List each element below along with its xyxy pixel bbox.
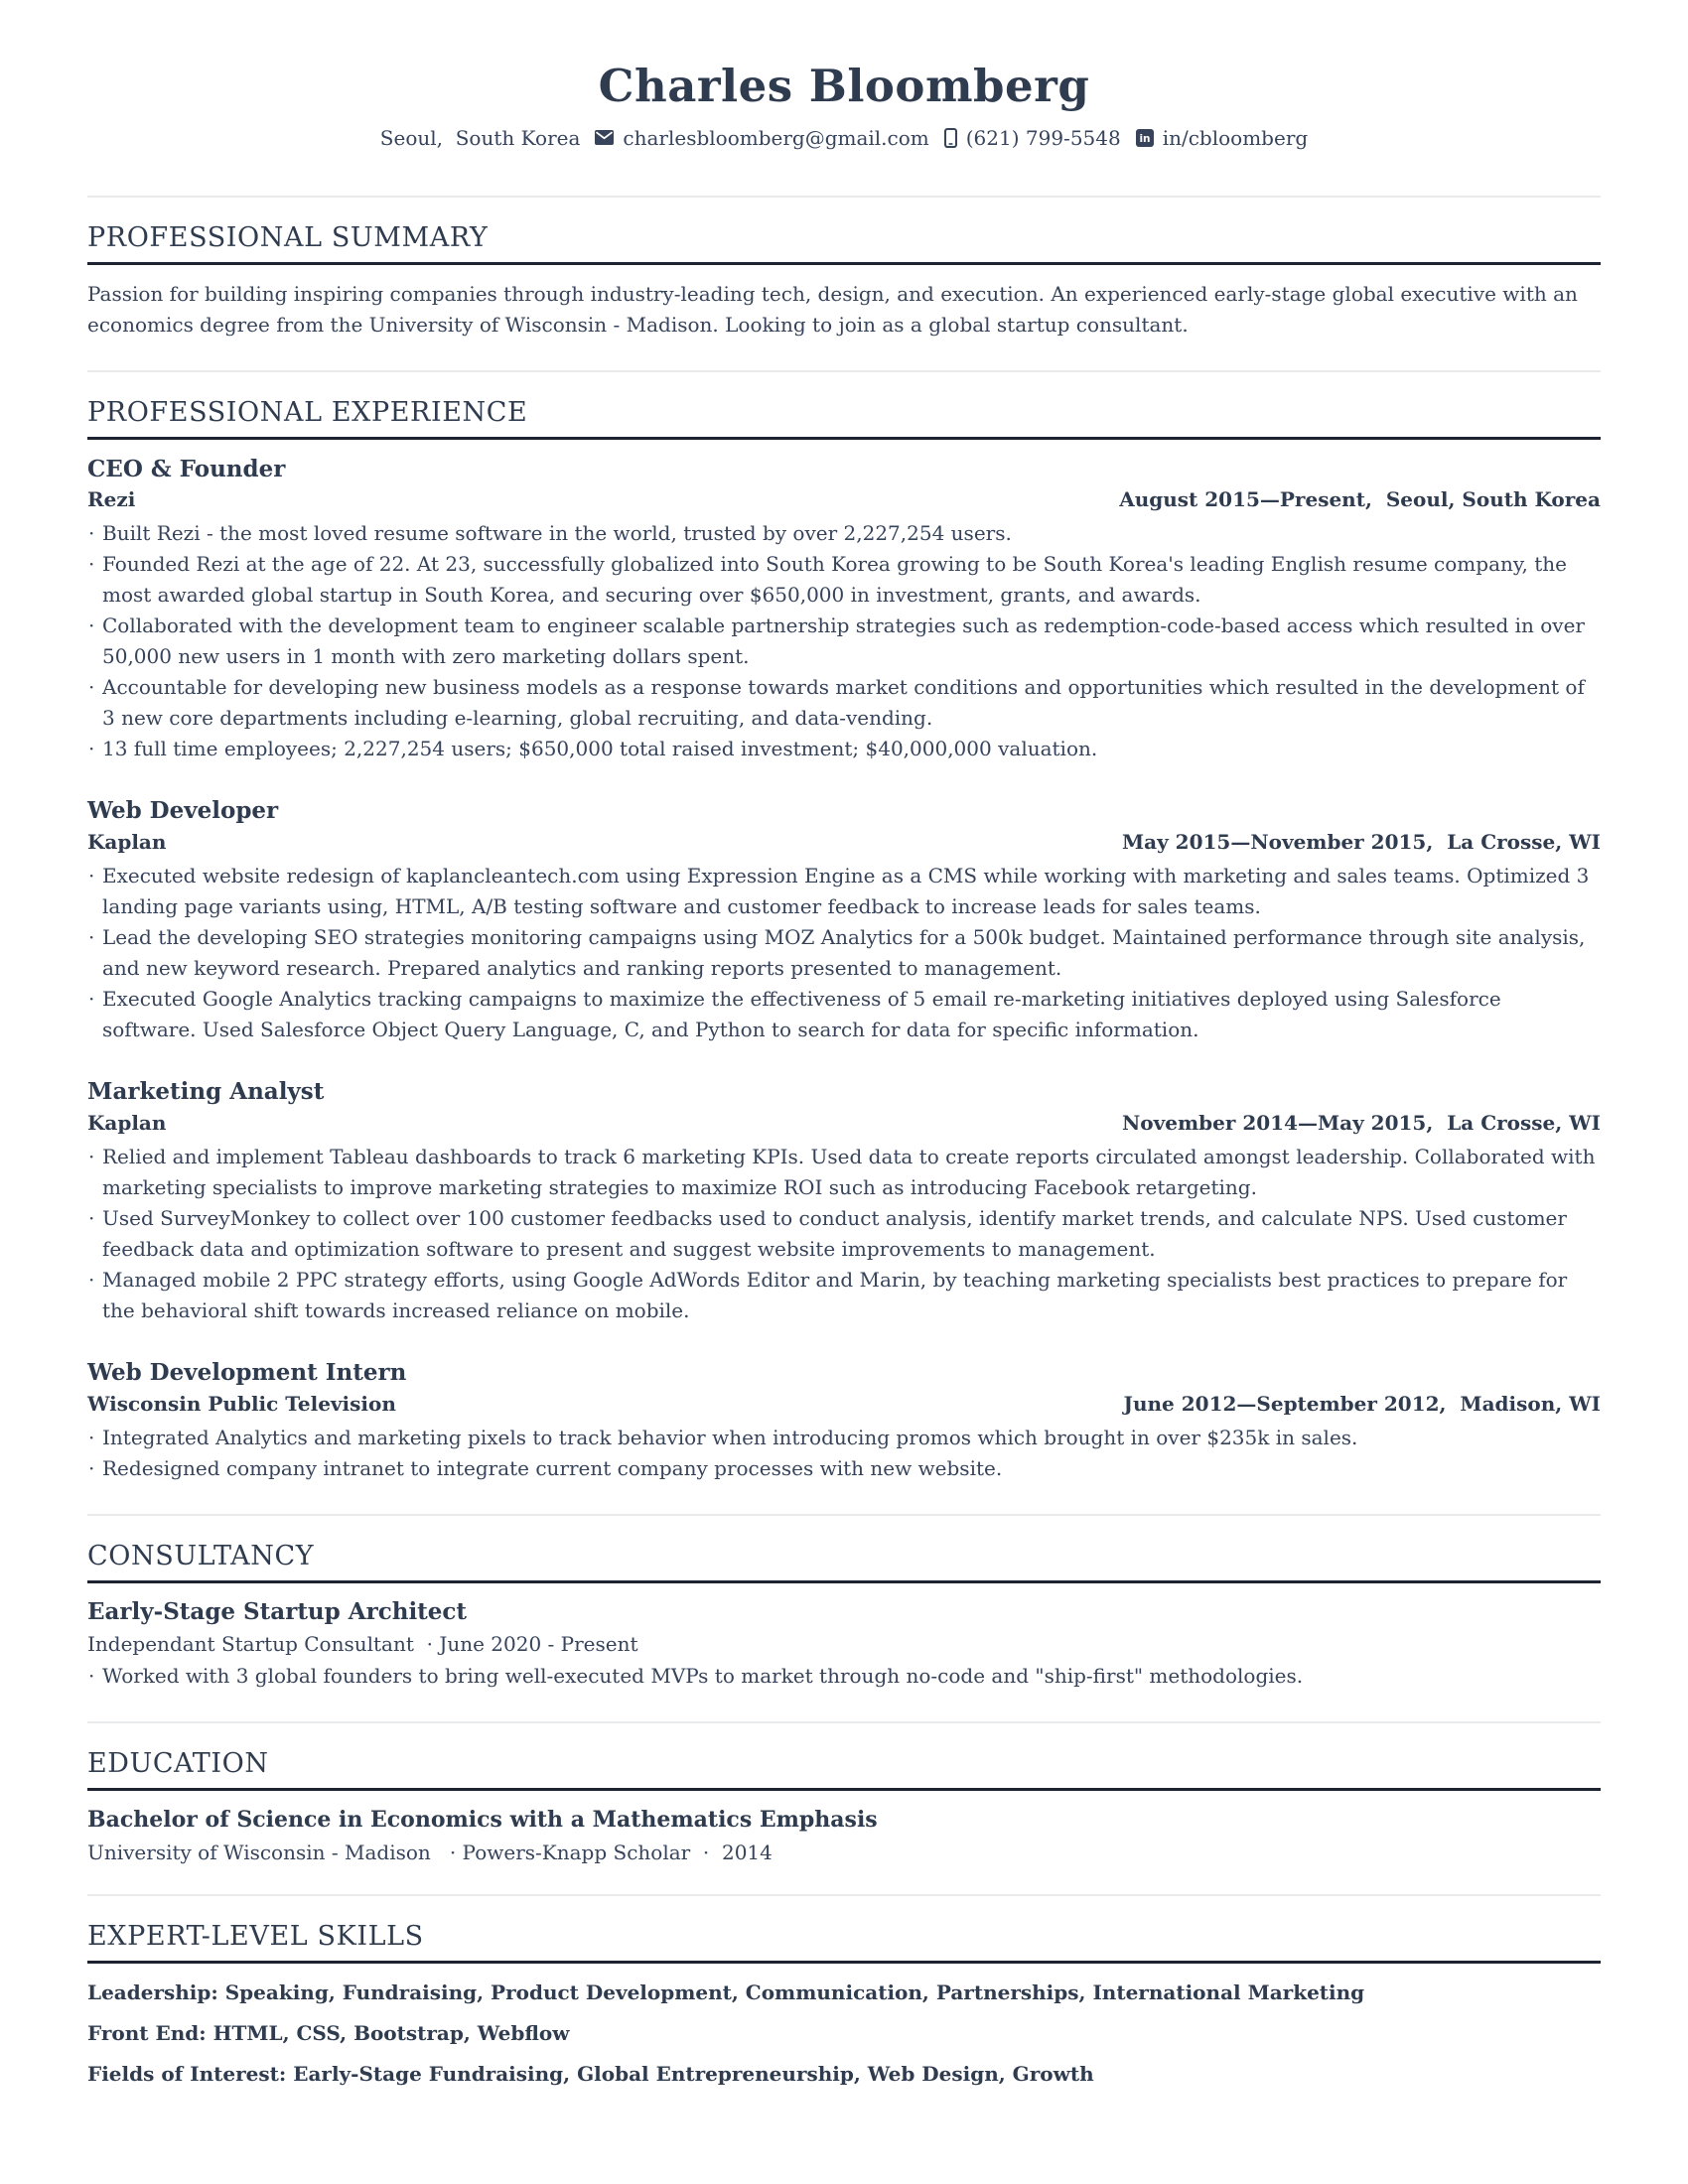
skill-line: Front End: HTML, CSS, Bootstrap, Webflow — [87, 2020, 570, 2045]
job-role: Web Developer — [87, 797, 279, 825]
linkedin-icon — [1136, 129, 1154, 147]
resume-header — [87, 62, 1601, 150]
phone-item — [944, 126, 1121, 150]
section-professional-experience — [87, 370, 1601, 1484]
job-company: Kaplan — [87, 1110, 167, 1135]
section-title-skills: EXPERT-LEVEL SKILLS — [87, 1921, 1601, 1964]
linkedin-text: in/cbloomberg — [1162, 125, 1309, 150]
job-role: Web Development Intern — [87, 1358, 407, 1386]
consultancy-bullet: · Worked with 3 global founders to bring well-executed MVPs to market through no-code and "ship-first" methodologies. — [87, 1661, 1601, 1692]
skill-line: Fields of Interest: Early-Stage Fundraising, Global Entrepreneurship, Web Design, Growth — [87, 2061, 1094, 2086]
section-consultancy — [87, 1514, 1601, 1693]
job-role: Marketing Analyst — [87, 1078, 325, 1105]
section-title-summary: PROFESSIONAL SUMMARY — [87, 222, 1601, 265]
job-company-line — [87, 1111, 1601, 1135]
job-bullets — [87, 1423, 1601, 1484]
job-dates-location: May 2015—November 2015, La Crosse, WI — [1121, 830, 1601, 854]
contact-row — [87, 126, 1601, 150]
job-entry — [87, 797, 1601, 1045]
job-dates-location: June 2012—September 2012, Madison, WI — [1123, 1391, 1601, 1416]
job-company: Kaplan — [87, 830, 167, 854]
job-bullet: · Integrated Analytics and marketing pixels to track behavior when introducing promos which brought in over $235k in sales. — [87, 1423, 1601, 1453]
job-dates-location: August 2015—Present, Seoul, South Korea — [1119, 487, 1601, 512]
location-item — [380, 126, 581, 150]
email-text: charlesbloomberg@gmail.com — [623, 125, 929, 150]
job-company-line — [87, 1392, 1601, 1416]
job-bullet: · Accountable for developing new business models as a response towards market conditions and opportunities which resulted in the development of 3 new core departments including e-learning, global recruiting, and data-vending. — [87, 672, 1601, 734]
section-professional-summary — [87, 196, 1601, 341]
education-meta: University of Wisconsin - Madison · Powers-Knapp Scholar · 2014 — [87, 1840, 773, 1864]
jobs-list — [87, 456, 1601, 1484]
summary-text: Passion for building inspiring companies through industry-leading tech, design, and execution. An experienced early-stage global executive with an economics degree from the University of Wisconsin - Madison. Looking to join as a global startup consultant. — [87, 281, 1578, 337]
job-bullets — [87, 1142, 1601, 1326]
job-company-line — [87, 830, 1601, 854]
job-bullet: · Managed mobile 2 PPC strategy efforts, using Google AdWords Editor and Marin, by teaching marketing specialists best practices to prepare for the behavioral shift towards increased reliance on mobile. — [87, 1265, 1601, 1326]
consultancy-bullets — [87, 1661, 1601, 1692]
section-title-experience: PROFESSIONAL EXPERIENCE — [87, 397, 1601, 440]
job-bullet: · Lead the developing SEO strategies monitoring campaigns using MOZ Analytics for a 500k budget. Maintained performance through site analysis, and new keyword research. Prepared analytics and ranking reports presented to management. — [87, 922, 1601, 984]
person-name: Charles Bloomberg — [598, 60, 1090, 112]
skill-line: Leadership: Speaking, Fundraising, Product Development, Communication, Partnerships, International Marketing — [87, 1979, 1365, 2004]
linkedin-item — [1136, 126, 1308, 150]
job-dates-location: November 2014—May 2015, La Crosse, WI — [1121, 1110, 1601, 1135]
section-title-consultancy: CONSULTANCY — [87, 1541, 1601, 1583]
section-divider — [87, 196, 1601, 198]
job-bullet: · Collaborated with the development team to engineer scalable partnership strategies such as redemption-code-based access which resulted in over 50,000 new users in 1 month with zero marketing dollars spent. — [87, 611, 1601, 672]
job-bullet: · Used SurveyMonkey to collect over 100 customer feedbacks used to conduct analysis, identify market trends, and calculate NPS. Used customer feedback data and optimization software to present and suggest website improvements to management. — [87, 1203, 1601, 1265]
job-company: Wisconsin Public Television — [87, 1391, 396, 1416]
job-entry — [87, 1078, 1601, 1326]
job-bullets — [87, 861, 1601, 1045]
job-bullet: · Executed website redesign of kaplancleantech.com using Expression Engine as a CMS while working with marketing and sales teams. Optimized 3 landing page variants using, HTML, A/B testing software and customer feedback to increase leads for sales teams. — [87, 861, 1601, 922]
mobile-phone-icon — [944, 128, 957, 148]
job-bullet: · Executed Google Analytics tracking campaigns to maximize the effectiveness of 5 email re-marketing initiatives deployed using Salesforce software. Used Salesforce Object Query Language, C, and Python to search for data for specific information. — [87, 984, 1601, 1045]
svg-text:in: in — [1139, 132, 1151, 145]
section-divider — [87, 1721, 1601, 1723]
email-item — [595, 126, 928, 150]
job-entry — [87, 1359, 1601, 1484]
consultancy-role: Early-Stage Startup Architect — [87, 1597, 468, 1625]
section-divider — [87, 1514, 1601, 1516]
job-bullet: · Built Rezi - the most loved resume software in the world, trusted by over 2,227,254 users. — [87, 518, 1601, 549]
job-entry — [87, 456, 1601, 765]
section-expert-level-skills — [87, 1894, 1601, 2086]
location-text: Seoul, South Korea — [379, 125, 581, 150]
consultancy-meta: Independant Startup Consultant · June 2020 - Present — [87, 1632, 638, 1657]
phone-text: (621) 799-5548 — [965, 125, 1121, 150]
job-role: CEO & Founder — [87, 455, 286, 482]
job-bullet: · Relied and implement Tableau dashboards to track 6 marketing KPIs. Used data to create reports circulated amongst leadership. Collaborated with marketing specialists to improve marketing strategies to maximize ROI such as introducing Facebook retargeting. — [87, 1142, 1601, 1203]
skills-list — [87, 1980, 1601, 2086]
job-company-line — [87, 487, 1601, 511]
job-bullet: · Redesigned company intranet to integrate current company processes with new website. — [87, 1453, 1601, 1484]
job-company: Rezi — [87, 487, 136, 512]
section-title-education: EDUCATION — [87, 1748, 1601, 1791]
envelope-icon — [595, 130, 614, 145]
education-degree: Bachelor of Science in Economics with a Mathematics Emphasis — [87, 1807, 878, 1834]
job-bullet: · Founded Rezi at the age of 22. At 23, successfully globalized into South Korea growing to be South Korea's leading English resume company, the most awarded global startup in South Korea, and securing over $650,000 in investment, grants, and awards. — [87, 549, 1601, 611]
job-bullets — [87, 518, 1601, 764]
section-divider — [87, 370, 1601, 372]
section-divider — [87, 1894, 1601, 1896]
section-education — [87, 1721, 1601, 1864]
job-bullet: · 13 full time employees; 2,227,254 users; $650,000 total raised investment; $40,000,000 valuation. — [87, 734, 1601, 764]
